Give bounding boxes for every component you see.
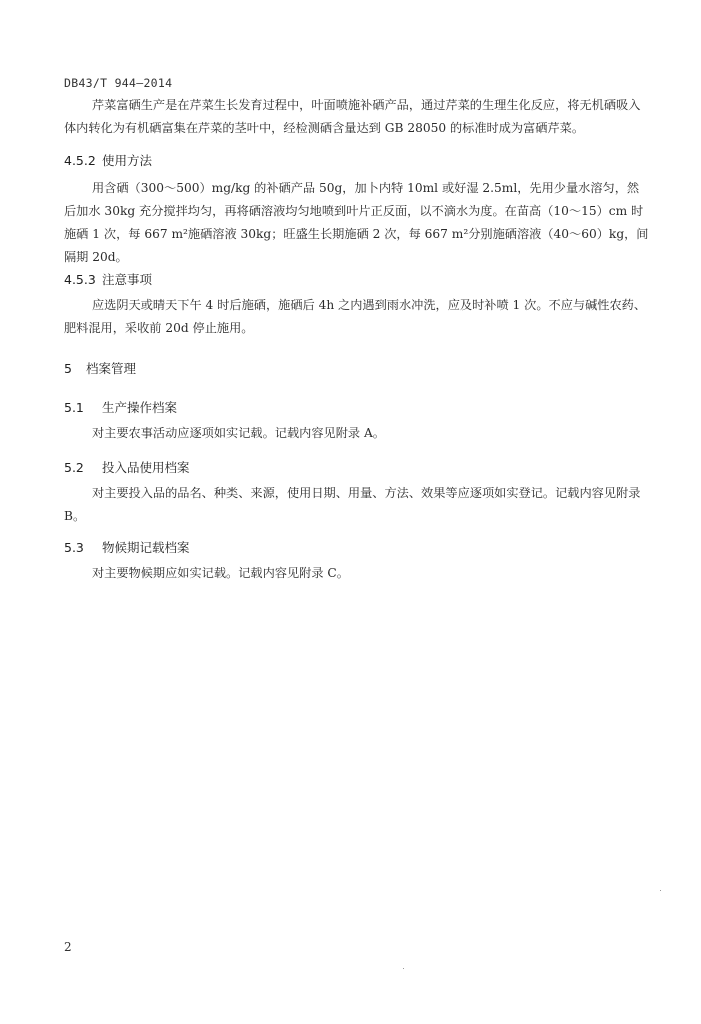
section-title: 物候期记载档案 [102, 540, 190, 555]
section-title: 使用方法 [102, 153, 153, 168]
section-title: 档案管理 [86, 361, 137, 376]
section-number: 5 [64, 361, 72, 376]
section-title: 投入品使用档案 [102, 460, 190, 475]
usage-paragraph: 用含硒（300～500）mg/kg 的补硒产品 50g，加卜内特 10ml 或好湿 2.5ml，先用少量水溶匀，然后加水 30kg 充分搅拌均匀，再将硒溶液均匀地喷到叶片正反面，以不滴水为度。在苗高（10～15）cm 时施硒 1 次，每 667 m²施硒溶液 30kg；旺盛生长期施硒 2 次，每 667 m²分别施硒溶液（40～60）kg，间隔期 20d。 [64, 181, 649, 264]
section-number: 4.5.2 [64, 153, 96, 168]
section-4-5-3-heading [64, 270, 152, 288]
intro-paragraph: 芹菜富硒生产是在芹菜生长发育过程中，叶面喷施补硒产品，通过芹菜的生理生化反应，将无机硒吸入体内转化为有机硒富集在芹菜的茎叶中，经检测硒含量达到 GB 28050 的标准时成为富硒芹菜。 [64, 98, 641, 135]
section-4-5-2-heading [64, 151, 152, 169]
section-title: 注意事项 [102, 272, 153, 287]
document-code: DB43/T 944—2014 [64, 76, 173, 90]
scan-speck [403, 968, 404, 969]
section-5-heading [64, 359, 136, 377]
section-5-2-heading [64, 458, 190, 476]
section-5-2-paragraph: 对主要投入品的品名、种类、来源，使用日期、用量、方法、效果等应逐项如实登记。记载内容见附录 B。 [64, 486, 641, 523]
section-5-3-paragraph: 对主要物候期应如实记载。记载内容见附录 C。 [92, 566, 349, 580]
section-number: 5.3 [64, 540, 84, 555]
section-number: 5.2 [64, 460, 84, 475]
section-number: 4.5.3 [64, 272, 96, 287]
section-title: 生产操作档案 [102, 400, 178, 415]
section-5-3-heading [64, 538, 190, 556]
section-5-1-paragraph: 对主要农事活动应逐项如实记载。记载内容见附录 A。 [92, 426, 385, 440]
notes-paragraph: 应选阴天或晴天下午 4 时后施硒，施硒后 4h 之内遇到雨水冲洗，应及时补喷 1 次。不应与碱性农药、肥料混用，采收前 20d 停止施用。 [64, 298, 647, 335]
scan-speck [660, 890, 661, 891]
section-5-1-heading [64, 398, 177, 416]
section-number: 5.1 [64, 400, 84, 415]
page-number: 2 [64, 940, 72, 954]
